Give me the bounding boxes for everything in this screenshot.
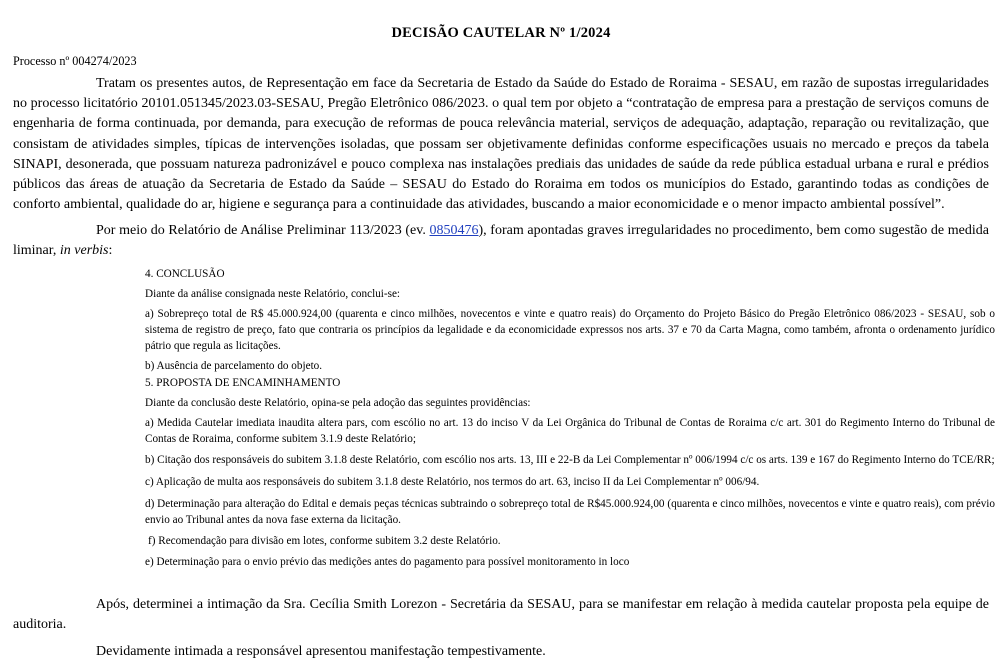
conclusion-intro: Diante da análise consignada neste Relatório, conclui-se: xyxy=(145,288,401,301)
paragraph-preliminary-report xyxy=(13,221,989,261)
event-link[interactable]: 0850476 xyxy=(429,223,479,238)
proposal-item-c: c) Aplicação de multa aos responsáveis do subitem 3.1.8 deste Relatório, nos termos do art. 63, inciso II da Lei Complementar nº 006/94. xyxy=(145,476,760,489)
paragraph-representation: Tratam os presentes autos, de Representação em face da Secretaria de Estado da Saúde do Estado de Roraima - SESAU, em razão de supostas irregularidades no processo licitatório 20101.051345/2023.03-SESAU, Pregão Eletrônico 086/2023. o qual tem por objeto a “contratação de empresa para a prestação de serviços comuns de engenharia de forma continuada, por demanda, para execução de reformas de pouca relevância material, serviços de adequação, adaptação, reparação ou revitalização, que consistam de atividades simples, típicas de intervenções isoladas, que possam ser objetivamente definidas conforme especificações usuais no mercado e preços da tabela SINAPI, desonerada, que possuam natureza padronizável e pouco complexa nas instalações prediais das unidades de saúde da rede pública estadual urbana e rural e prédios públicos das áreas de atuação da Secretaria de Estado da Saúde – SESAU do Estado do Roraima em todos os municípios do Estado, garantindo todas as condições de conforto ambiental, qualidade do ar, higiene e segurança para a continuidade das atividades, buscando a maior economicidade e o menor impacto ambiental possível”. xyxy=(13,76,989,213)
proposal-item-e: e) Determinação para o envio prévio das medições antes do pagamento para possível monitoramento in loco xyxy=(145,556,630,569)
proposal-heading: 5. PROPOSTA DE ENCAMINHAMENTO xyxy=(145,376,341,389)
proposal-item-b: b) Citação dos responsáveis do subitem 3.1.8 deste Relatório, com escólio nos arts. 13, III e 22-B da Lei Complementar nº 006/1994 c/c os arts. 139 e 167 do Regimento Interno do TCE/RR; xyxy=(145,453,995,466)
proposal-item-a: a) Medida Cautelar imediata inaudita altera pars, com escólio no art. 13 do inciso V da Lei Orgânica do Tribunal de Contas de Roraima c/c art. 301 do Regimento Interno do Tribunal de Contas de Roraima, conforme subitem 3.1.9 deste Relatório; xyxy=(145,416,995,445)
paragraph-response: Devidamente intimada a responsável apresentou manifestação tempestivamente. xyxy=(96,644,546,659)
report-quote xyxy=(145,266,995,571)
conclusion-heading: 4. CONCLUSÃO xyxy=(145,268,225,280)
proposal-intro: Diante da conclusão deste Relatório, opina-se pela adoção das seguintes providências: xyxy=(145,396,531,409)
conclusion-item-b: b) Ausência de parcelamento do objeto. xyxy=(145,360,323,373)
document-title: DECISÃO CAUTELAR Nº 1/2024 xyxy=(391,25,611,41)
proposal-item-d: d) Determinação para alteração do Edital e demais peças técnicas subtraindo o sobrepreço total de R$45.000.924,00 (quarenta e cinco milhões, novecentos e vinte e quatro reais), com prévio envio ao Tribunal antes da nova fase externa da licitação. xyxy=(145,498,995,527)
paragraph-notification: Após, determinei a intimação da Sra. Cecília Smith Lorezon - Secretária da SESAU, para se manifestar em relação à medida cautelar proposta pela equipe de auditoria. xyxy=(13,597,989,633)
paragraph-text: ), foram apontadas graves irregularidades no procedimento, bem como sugestão de medida liminar, xyxy=(13,223,989,259)
paragraph-text: Por meio do Relatório de Análise Preliminar 113/2023 (ev. xyxy=(96,223,430,238)
paragraph-text: : xyxy=(108,243,113,259)
latin-term: in verbis xyxy=(59,243,109,259)
process-number: Processo nº 004274/2023 xyxy=(13,54,137,68)
proposal-item-f: f) Recomendação para divisão em lotes, conforme subitem 3.2 deste Relatório. xyxy=(148,535,501,548)
conclusion-item-a: a) Sobrepreço total de R$ 45.000.924,00 (quarenta e cinco milhões, novecentos e vinte e quatro reais) do Orçamento do Projeto Básico do Pregão Eletrônico 086/2023 - SESAU, sob o sistema de registro de preço, fato que contraria os princípios da legalidade e da economicidade expressos nos arts. 37 e 70 da Carta Magna, como também, afronta o ordenamento jurídico pátrio que regula as licitações. xyxy=(145,308,995,353)
